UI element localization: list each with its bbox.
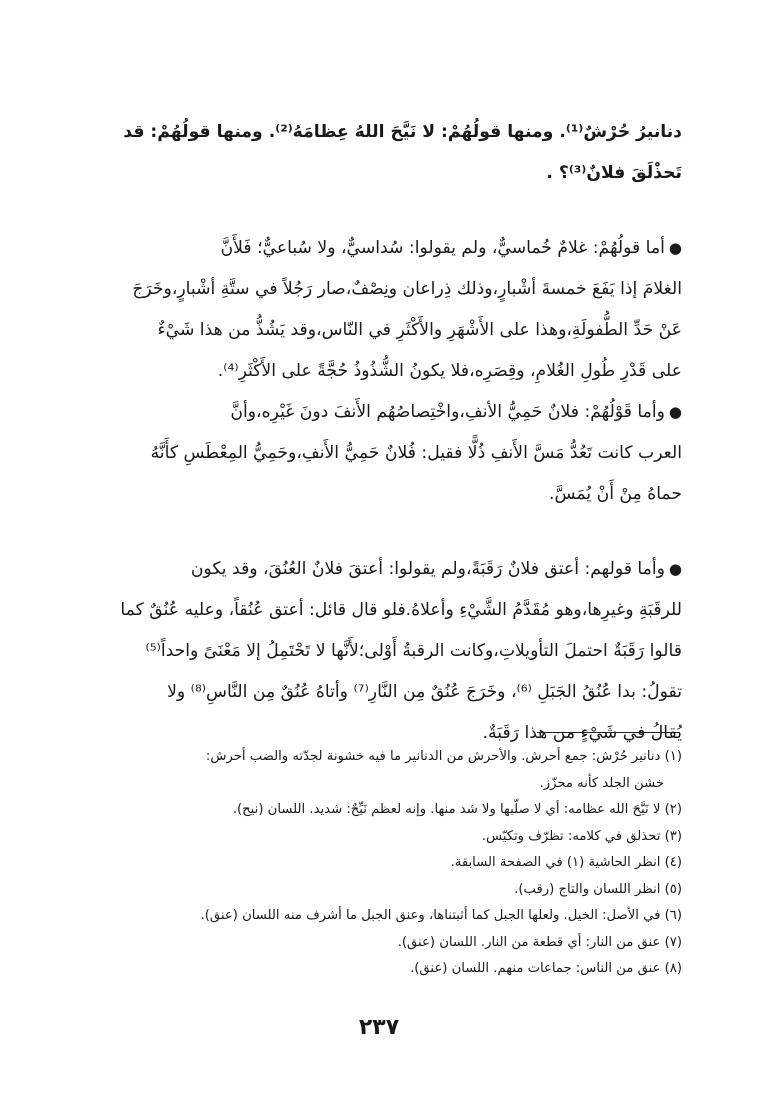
paragraph-raqaba xyxy=(92,549,682,754)
paragraph-intro-line-2: تَحذْلَقَ فلانٌ⁽³⁾؟ . xyxy=(546,163,682,183)
paragraph-khumasi xyxy=(92,228,682,392)
footnote-6 xyxy=(82,903,682,930)
footnote-separator xyxy=(537,732,680,733)
footnote-3 xyxy=(82,824,682,851)
paragraph-intro-line-1: دنانيرُ حُرْشٌ⁽¹⁾. ومنها قولُهُمْ: لا نَيَّحَ اللهُ عِظامَهُ⁽²⁾. ومنها قولُهُمْ: قد xyxy=(123,122,682,142)
footnote-8-text: (٨) عنق من الناس: جماعات منهم. اللسان (عنق). xyxy=(410,961,682,976)
paragraph-raqaba-line-5: يُقالُ في شَيْءٍ من هذا رَقَبَةٌ. xyxy=(482,723,682,743)
bullet-icon: ● xyxy=(668,560,682,578)
paragraph-raqaba-line-4: تقولُ: بدا عُنُقُ الجَبَلِ ⁽⁶⁾، وخَرَجَ عُنُقٌ مِن النَّارِ⁽⁷⁾ وأتاهُ عُنُقٌ مِن النَّاسِ⁽⁸⁾ ولا xyxy=(167,682,682,702)
footnote-1-line-1: (١) دنانير حُرْش: جمع أحرش. والأحرش من الدنانير ما فيه خشونة لجدّته والضب أحرش: xyxy=(205,749,682,764)
footnote-5 xyxy=(82,877,682,904)
bullet-icon: ● xyxy=(668,239,682,257)
footnote-7 xyxy=(82,930,682,957)
bullet-icon: ● xyxy=(668,403,682,421)
main-text xyxy=(92,112,682,754)
footnote-5-text: (٥) انظر اللسان والتاج (رقب). xyxy=(514,881,682,897)
footnote-4 xyxy=(82,850,682,877)
footnote-7-text: (٧) عنق من النار: أي قطعة من النار. اللسان (عنق). xyxy=(397,934,682,950)
footnote-6-text: (٦) في الأصل: الخيل. ولعلها الجبل كما أثبتناها، وعنق الجبل ما أشرف منه اللسان (عنق). xyxy=(200,908,682,923)
footnote-3-text: (٣) تحذلق في كلامه: تظرّف وتكيّس. xyxy=(481,828,682,844)
paragraph-khumasi-line-2: الغلامَ إذا يَفَعَ خمسةَ أشْبارٍ،وذلك ذِراعان ونِصْفٌ،صار رَجُلاً في ستَّةِ أشْبارٍ،وخَرَجَ xyxy=(132,279,682,299)
paragraph-intro xyxy=(92,112,682,194)
footnote-2-text: (٢) لا نَيَّحَ الله عظامه: أي لا صلّبها ولا شد منها. وإنه لعظم نَيِّحٌ: شديد. اللسان (نيح). xyxy=(232,802,682,817)
page-number: ٢٣٧ xyxy=(358,1015,400,1040)
paragraph-khumasi-line-3: عَنْ حَدِّ الطُّفولَةِ،وهذا على الأَشْهَرِ والأَكْثَرِ في النّاس،وقد يَشُذُّ من هذا شَيْءٌ xyxy=(157,320,682,340)
footnote-1 xyxy=(82,744,682,771)
footnote-8 xyxy=(82,956,682,983)
paragraph-khumasi-line-1: أما قولُهُمْ: غلامٌ خُماسيٌّ، ولم يقولوا: سُداسيٌّ، ولا سُباعيٌّ؛ فَلأَنَّ xyxy=(220,238,665,258)
paragraph-anf-line-2: العرب كانت تَعُدُّ مَسَّ الأَنفِ ذُلًّا فقيل: فُلانٌ حَمِيُّ الأَنفِ،وحَمِيُّ المِعْطَسِ كأَنَّهُ xyxy=(150,443,682,463)
paragraph-anf-line-1: وأما قَوْلُهُمْ: فلانٌ حَمِيُّ الأنفِ،واخْتِصاصُهُم الأَنفَ دونَ غَيْرِه،وأنَّ xyxy=(230,402,665,422)
footnote-1-continuation xyxy=(82,771,682,798)
footnotes xyxy=(82,744,682,983)
footnote-2 xyxy=(82,797,682,824)
paragraph-anf xyxy=(92,392,682,515)
paragraph-raqaba-line-1: وأما قولهم: أعتق فلانٌ رَقَبَةً،ولم يقولوا: أعتقَ فلانٌ العُنُقَ، وقد يكون xyxy=(190,559,665,579)
footnote-1-line-2: خشن الجلد كأنه محزّز. xyxy=(539,775,664,791)
paragraph-anf-line-3: حماهُ مِنْ أَنْ يُمَسَّ. xyxy=(549,484,682,504)
paragraph-raqaba-line-3: قالوا رَقَبَةٌ احتملَ التأويلاتِ،وكانت الرقبةُ أَوْلى؛لأَنَّها لا تَحْتَمِلُ إلا مَعْنَىً واحداً⁽⁵⁾ xyxy=(145,641,682,661)
paragraph-khumasi-line-4: على قَدْرِ طُولِ الغُلامِ، وقِصَرِه،فلا يكونُ الشُّذُوذُ حُجَّةً على الأَكْثَرِ⁽⁴⁾. xyxy=(217,361,682,381)
paragraph-raqaba-line-2: للرقَبَةِ وغيرِها،وهو مُقَدَّمُ الشَّيْءِ وأعلاهُ.فلو قال قائل: أعتق عُنُقاً، وعليه عُنُقٌ كما xyxy=(120,600,682,620)
footnote-4-text: (٤) انظر الحاشية (١) في الصفحة السابقة. xyxy=(450,855,682,870)
